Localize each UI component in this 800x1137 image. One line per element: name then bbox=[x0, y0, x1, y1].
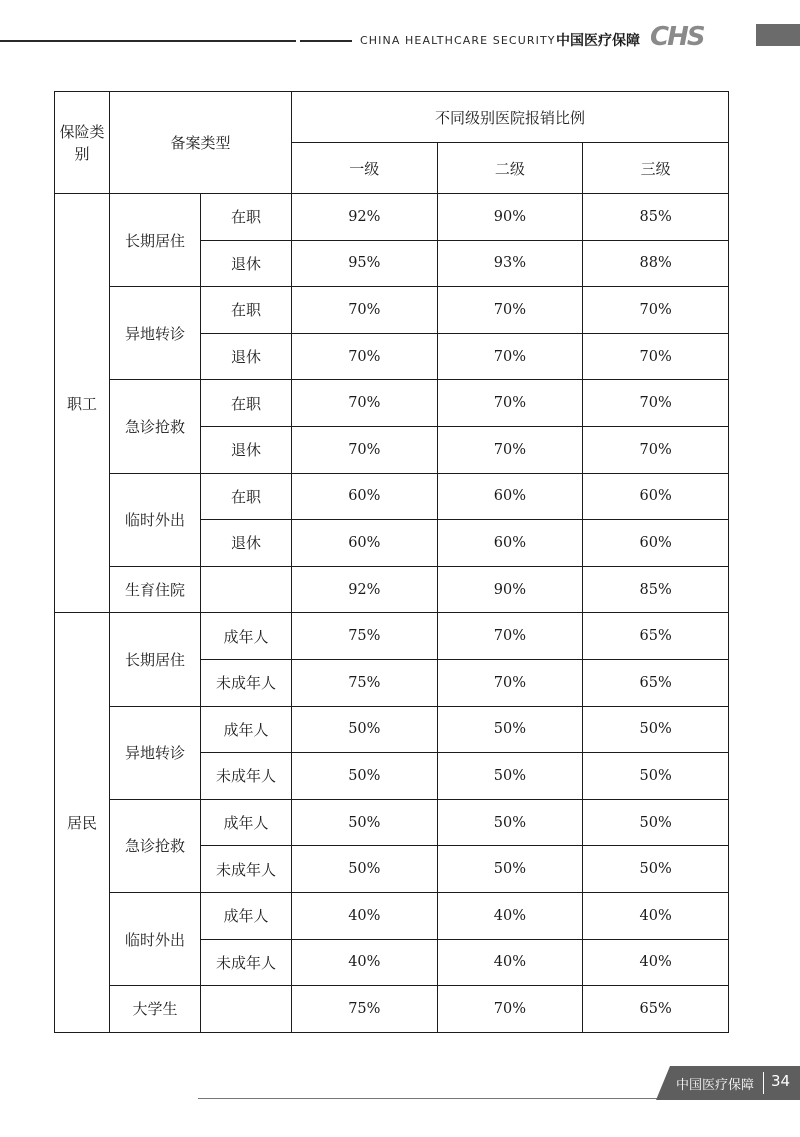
insurance-type-header: 保险类别 bbox=[55, 92, 110, 194]
ratio-level-2-cell: 70% bbox=[437, 986, 583, 1033]
sub-type-cell: 退休 bbox=[201, 333, 292, 380]
ratio-level-2-cell: 70% bbox=[437, 659, 583, 706]
filing-type-cell: 生育住院 bbox=[110, 566, 201, 613]
ratio-level-1-cell: 60% bbox=[292, 473, 438, 520]
insurance-category-cell: 职工 bbox=[55, 194, 110, 613]
ratio-level-3-cell: 85% bbox=[583, 566, 729, 613]
sub-type-cell: 成年人 bbox=[201, 799, 292, 846]
header-accent-block bbox=[756, 24, 800, 46]
ratio-level-2-cell: 40% bbox=[437, 892, 583, 939]
ratio-level-2-cell: 70% bbox=[437, 613, 583, 660]
ratio-level-1-cell: 40% bbox=[292, 892, 438, 939]
ratio-level-1-cell: 70% bbox=[292, 426, 438, 473]
page-number: 34 bbox=[771, 1072, 791, 1090]
filing-type-cell: 临时外出 bbox=[110, 473, 201, 566]
ratio-level-2-cell: 90% bbox=[437, 194, 583, 241]
ratio-level-3-cell: 85% bbox=[583, 194, 729, 241]
sub-type-cell: 未成年人 bbox=[201, 846, 292, 893]
ratio-level-2-cell: 50% bbox=[437, 706, 583, 753]
ratio-level-3-cell: 50% bbox=[583, 706, 729, 753]
chs-logo: CHS bbox=[650, 22, 704, 52]
header-zh-title: 中国医疗保障 bbox=[556, 33, 640, 49]
ratio-level-3-cell: 60% bbox=[583, 520, 729, 567]
sub-type-cell: 在职 bbox=[201, 287, 292, 334]
table-row bbox=[55, 986, 729, 1033]
ratio-level-1-cell: 50% bbox=[292, 753, 438, 800]
sub-type-cell: 退休 bbox=[201, 520, 292, 567]
ratio-level-1-cell: 70% bbox=[292, 287, 438, 334]
ratio-level-2-cell: 93% bbox=[437, 240, 583, 287]
ratio-level-2-cell: 70% bbox=[437, 426, 583, 473]
insurance-category-cell: 居民 bbox=[55, 613, 110, 1032]
ratio-level-1-cell: 50% bbox=[292, 799, 438, 846]
ratio-level-2-cell: 70% bbox=[437, 333, 583, 380]
ratio-level-3-cell: 50% bbox=[583, 799, 729, 846]
header-en-title: CHINA HEALTHCARE SECURITY bbox=[360, 34, 556, 47]
sub-type-cell: 退休 bbox=[201, 426, 292, 473]
sub-type-cell bbox=[201, 986, 292, 1033]
sub-type-cell: 退休 bbox=[201, 240, 292, 287]
ratio-level-1-cell: 92% bbox=[292, 566, 438, 613]
footer-separator bbox=[763, 1072, 764, 1094]
header-rule-long bbox=[0, 40, 296, 42]
ratio-level-3-cell: 40% bbox=[583, 939, 729, 986]
ratio-level-1-cell: 50% bbox=[292, 706, 438, 753]
filing-type-header: 备案类型 bbox=[110, 92, 292, 194]
table-row bbox=[55, 287, 729, 334]
ratio-level-3-cell: 70% bbox=[583, 333, 729, 380]
ratio-level-2-cell: 60% bbox=[437, 473, 583, 520]
ratio-level-1-cell: 92% bbox=[292, 194, 438, 241]
ratio-level-1-cell: 70% bbox=[292, 333, 438, 380]
sub-type-cell: 在职 bbox=[201, 380, 292, 427]
ratio-level-3-cell: 65% bbox=[583, 986, 729, 1033]
sub-type-cell: 成年人 bbox=[201, 706, 292, 753]
ratio-level-2-cell: 60% bbox=[437, 520, 583, 567]
sub-type-cell: 在职 bbox=[201, 194, 292, 241]
filing-type-cell: 异地转诊 bbox=[110, 287, 201, 380]
sub-type-cell: 未成年人 bbox=[201, 939, 292, 986]
ratio-level-2-cell: 70% bbox=[437, 287, 583, 334]
filing-type-cell: 长期居住 bbox=[110, 613, 201, 706]
sub-type-cell: 未成年人 bbox=[201, 659, 292, 706]
ratio-level-3-cell: 50% bbox=[583, 753, 729, 800]
reimbursement-table bbox=[54, 91, 729, 1033]
ratio-level-1-cell: 60% bbox=[292, 520, 438, 567]
ratio-level-3-cell: 70% bbox=[583, 426, 729, 473]
ratio-level-2-cell: 50% bbox=[437, 799, 583, 846]
ratio-level-1-cell: 70% bbox=[292, 380, 438, 427]
ratio-header: 不同级别医院报销比例 bbox=[292, 92, 729, 143]
sub-type-cell: 成年人 bbox=[201, 613, 292, 660]
footer-rule bbox=[198, 1098, 660, 1099]
filing-type-cell: 大学生 bbox=[110, 986, 201, 1033]
ratio-level-3-cell: 70% bbox=[583, 380, 729, 427]
ratio-level-3-cell: 70% bbox=[583, 287, 729, 334]
ratio-level-2-cell: 70% bbox=[437, 380, 583, 427]
ratio-level-3-cell: 40% bbox=[583, 892, 729, 939]
ratio-level-1-cell: 40% bbox=[292, 939, 438, 986]
level-1-header: 一级 bbox=[292, 143, 438, 194]
ratio-level-3-cell: 50% bbox=[583, 846, 729, 893]
table-row bbox=[55, 473, 729, 520]
filing-type-cell: 长期居住 bbox=[110, 194, 201, 287]
ratio-level-2-cell: 90% bbox=[437, 566, 583, 613]
ratio-level-2-cell: 50% bbox=[437, 846, 583, 893]
table-row bbox=[55, 566, 729, 613]
filing-type-cell: 急诊抢救 bbox=[110, 799, 201, 892]
ratio-level-2-cell: 50% bbox=[437, 753, 583, 800]
ratio-level-2-cell: 40% bbox=[437, 939, 583, 986]
ratio-level-3-cell: 60% bbox=[583, 473, 729, 520]
sub-type-cell: 在职 bbox=[201, 473, 292, 520]
footer-title: 中国医疗保障 bbox=[676, 1078, 755, 1093]
table-row bbox=[55, 194, 729, 241]
ratio-level-3-cell: 65% bbox=[583, 613, 729, 660]
filing-type-cell: 异地转诊 bbox=[110, 706, 201, 799]
ratio-level-1-cell: 75% bbox=[292, 613, 438, 660]
table-row bbox=[55, 380, 729, 427]
level-2-header: 二级 bbox=[437, 143, 583, 194]
sub-type-cell: 成年人 bbox=[201, 892, 292, 939]
sub-type-cell: 未成年人 bbox=[201, 753, 292, 800]
sub-type-cell bbox=[201, 566, 292, 613]
table-row bbox=[55, 799, 729, 846]
level-3-header: 三级 bbox=[583, 143, 729, 194]
ratio-level-1-cell: 75% bbox=[292, 659, 438, 706]
table-row bbox=[55, 706, 729, 753]
table-header-row bbox=[55, 92, 729, 143]
table-row bbox=[55, 613, 729, 660]
filing-type-cell: 临时外出 bbox=[110, 892, 201, 985]
header-rule-short bbox=[300, 40, 352, 42]
table-row bbox=[55, 892, 729, 939]
filing-type-cell: 急诊抢救 bbox=[110, 380, 201, 473]
ratio-level-1-cell: 75% bbox=[292, 986, 438, 1033]
ratio-level-3-cell: 65% bbox=[583, 659, 729, 706]
ratio-level-3-cell: 88% bbox=[583, 240, 729, 287]
ratio-level-1-cell: 95% bbox=[292, 240, 438, 287]
ratio-level-1-cell: 50% bbox=[292, 846, 438, 893]
